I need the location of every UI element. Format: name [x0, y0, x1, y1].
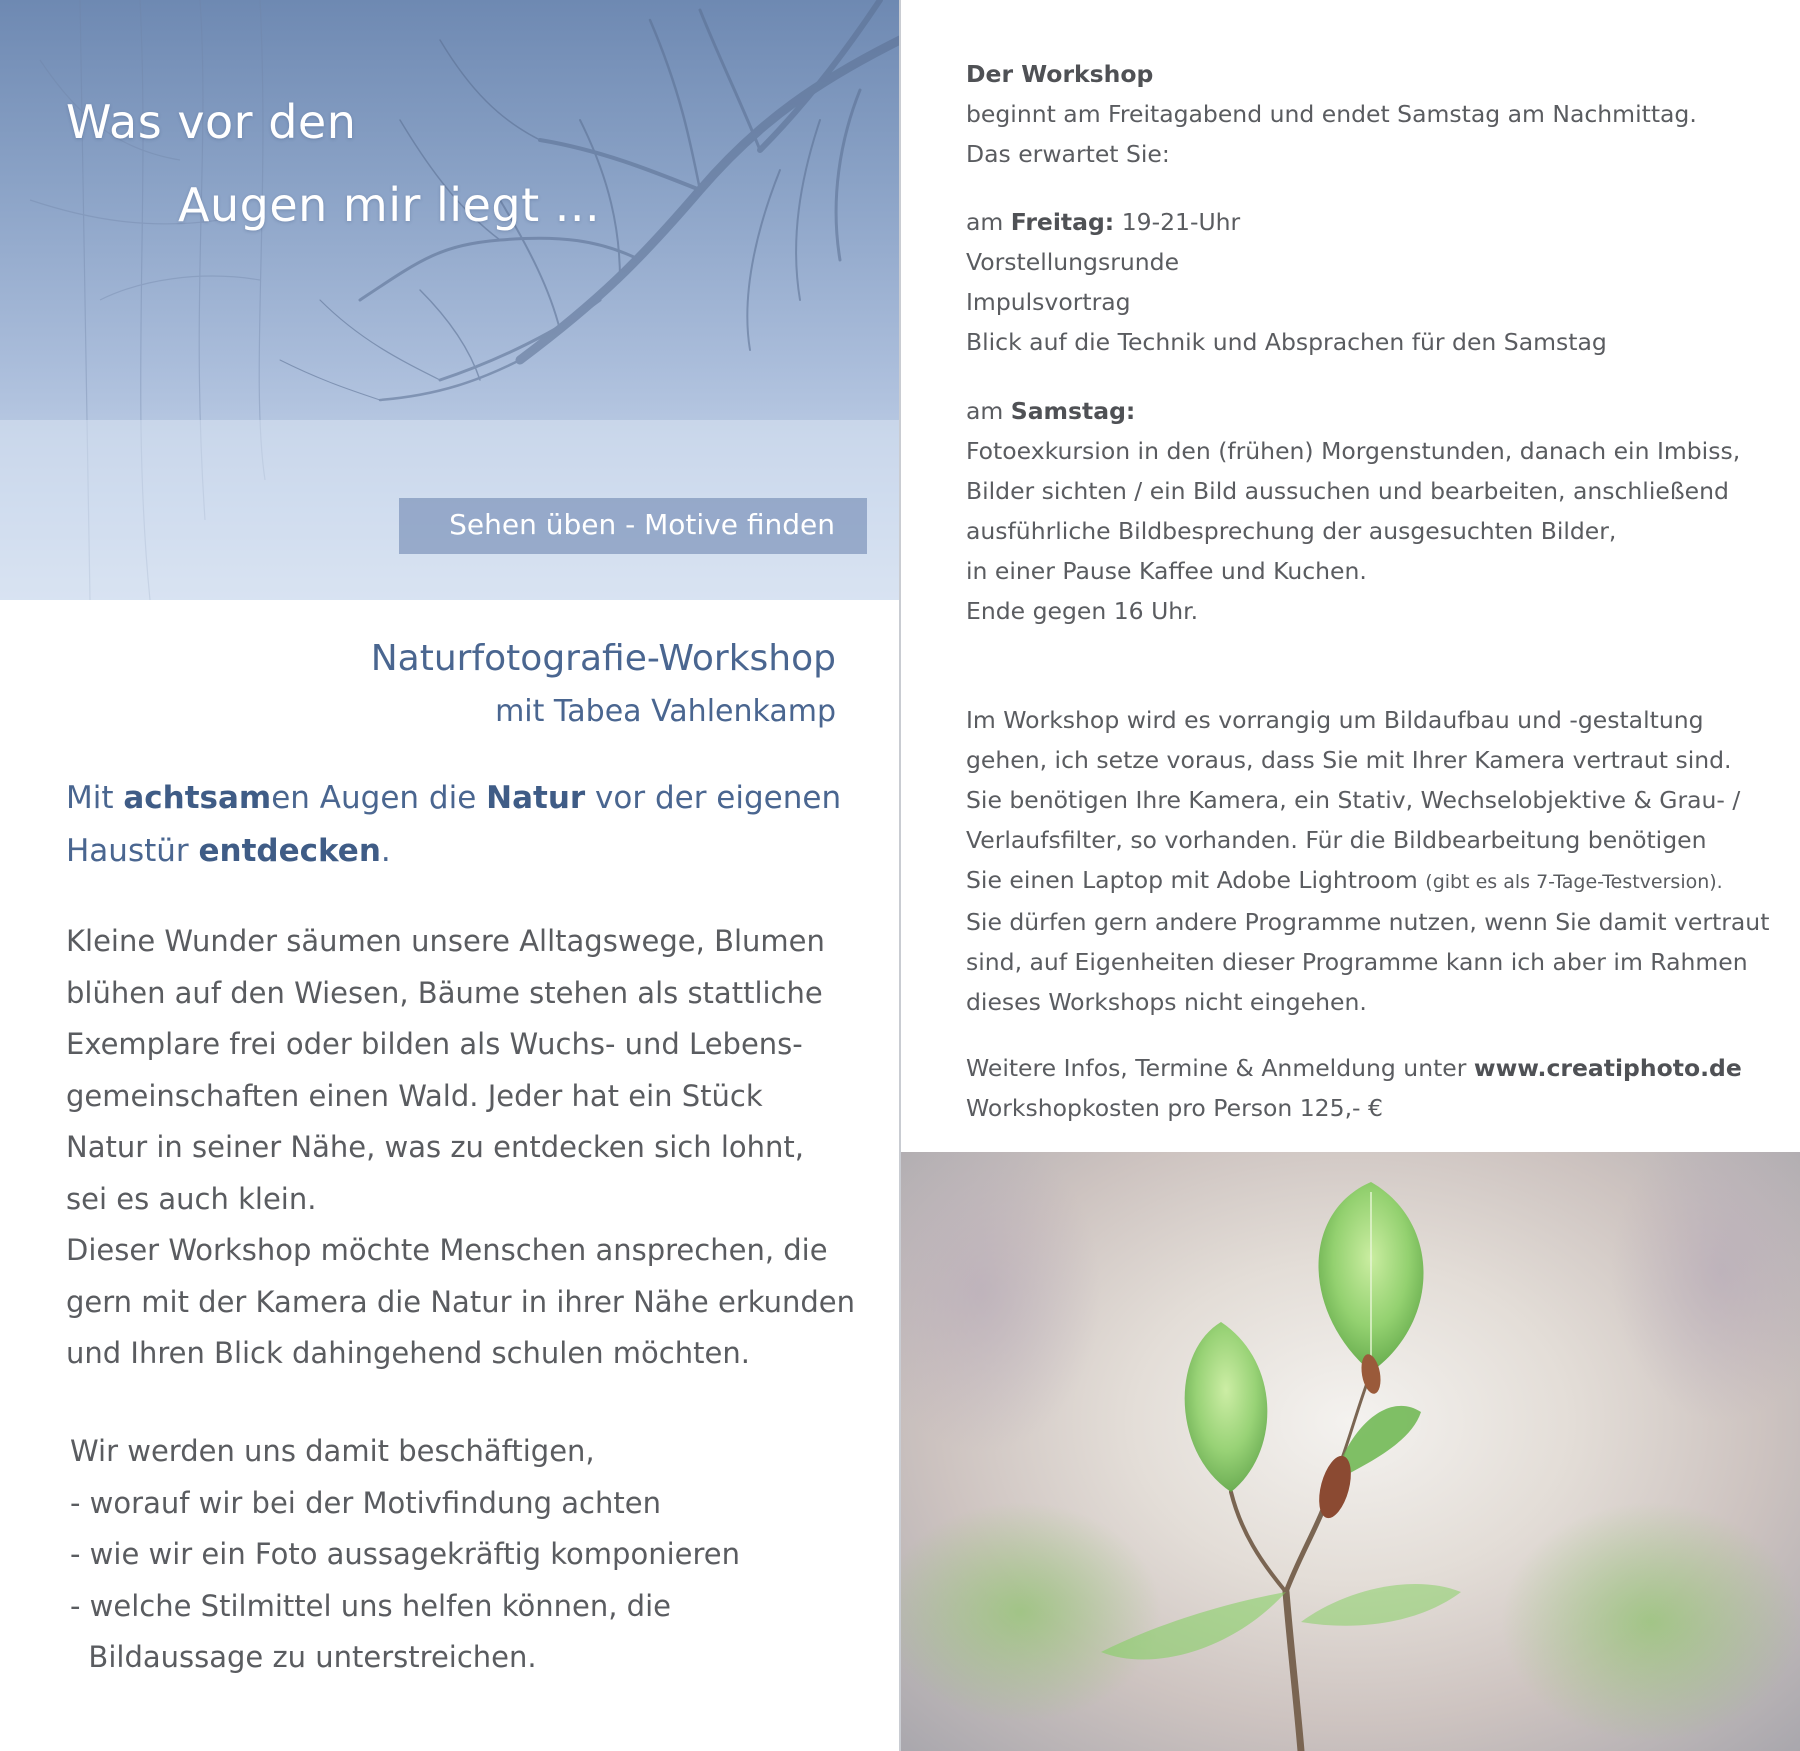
beech-leaf-photo	[901, 1152, 1800, 1751]
saturday-schedule	[966, 391, 1766, 631]
paragraph-line: Dieser Workshop möchte Menschen ansprechen, die	[66, 1233, 828, 1267]
friday-item: Vorstellungsrunde	[966, 248, 1180, 276]
website-link[interactable]: www.creatiphoto.de	[1473, 1054, 1742, 1082]
caption-box	[399, 498, 867, 554]
intro-paragraph	[66, 916, 866, 1380]
requirements-line: sind, auf Eigenheiten dieser Programme kann ich aber im Rahmen	[966, 948, 1748, 976]
list-item: Wir werden uns damit beschäftigen,	[70, 1434, 595, 1468]
hero-title-line-2: Augen mir liegt ...	[178, 178, 601, 232]
saturday-item: Bilder sichten / ein Bild aussuchen und bearbeiten, anschließend	[966, 477, 1729, 505]
paragraph-line: Kleine Wunder säumen unsere Alltagswege, Blumen	[66, 924, 825, 958]
saturday-item: ausführliche Bildbesprechung der ausgesuchten Bilder,	[966, 517, 1617, 545]
caption-text: Sehen üben - Motive finden	[449, 508, 835, 541]
tagline-text: Haustür	[66, 833, 199, 869]
paragraph-line: gern mit der Kamera die Natur in ihrer Nähe erkunden	[66, 1284, 856, 1319]
topics-list	[70, 1426, 870, 1684]
friday-prefix: am	[966, 208, 1011, 236]
list-item: Bildaussage zu unterstreichen.	[70, 1640, 537, 1674]
requirements-paragraph	[966, 700, 1770, 1022]
lightroom-note: (gibt es als 7-Tage-Testversion).	[1425, 871, 1723, 893]
requirements-line: Sie dürfen gern andere Programme nutzen, wenn Sie damit vertraut	[966, 908, 1770, 936]
tagline-text: .	[380, 833, 391, 869]
tagline-bold: entdecken	[198, 833, 381, 869]
requirements-line: Sie benötigen Ihre Kamera, ein Stativ, Wechselobjektive & Grau- /	[966, 786, 1741, 814]
right-column	[900, 0, 1800, 1751]
intro-line: beginnt am Freitagabend und endet Samstag am Nachmittag.	[966, 100, 1697, 128]
paragraph-line: sei es auch klein.	[66, 1181, 317, 1216]
cost-line: Workshopkosten pro Person 125,- €	[966, 1094, 1383, 1122]
saturday-item: Ende gegen 16 Uhr.	[966, 597, 1199, 625]
list-item: - wie wir ein Foto aussagekräftig komponieren	[70, 1537, 740, 1571]
tagline-bold: Natur	[486, 780, 586, 816]
paragraph-line: Exemplare frei oder bilden als Wuchs- und Lebens-	[66, 1027, 803, 1061]
saturday-item: Fotoexkursion in den (frühen) Morgenstunden, danach ein Imbiss,	[966, 437, 1741, 465]
saturday-prefix: am	[966, 397, 1011, 425]
list-item: - worauf wir bei der Motivfindung achten	[70, 1485, 661, 1520]
requirements-line: gehen, ich setze voraus, dass Sie mit Ihrer Kamera vertraut sind.	[966, 746, 1732, 774]
workshop-title: Der Workshop	[966, 60, 1154, 88]
friday-time: 19-21-Uhr	[1114, 208, 1241, 236]
tagline-text: Mit	[66, 780, 124, 816]
requirements-line: Im Workshop wird es vorrangig um Bildaufbau und -gestaltung	[966, 706, 1704, 734]
workshop-heading: Naturfotografie-Workshop	[370, 638, 836, 679]
requirements-line: dieses Workshops nicht eingehen.	[966, 988, 1367, 1016]
info-block	[966, 1048, 1766, 1128]
list-item: - welche Stilmittel uns helfen können, die	[70, 1588, 671, 1623]
intro-line: Das erwartet Sie:	[966, 140, 1170, 168]
workshop-subheading: mit Tabea Vahlenkamp	[495, 694, 836, 729]
hero-title-line-1: Was vor den	[66, 95, 357, 149]
saturday-item: in einer Pause Kaffee und Kuchen.	[966, 557, 1367, 585]
tagline-bold: achtsam	[123, 780, 272, 816]
friday-item: Blick auf die Technik und Absprachen für den Samstag	[966, 328, 1607, 356]
workshop-intro	[966, 54, 1766, 174]
tagline-text: en Augen die	[271, 780, 487, 816]
friday-label: Freitag:	[1010, 208, 1115, 236]
friday-item: Impulsvortrag	[966, 288, 1131, 316]
paragraph-line: blühen auf den Wiesen, Bäume stehen als stattliche	[66, 975, 823, 1010]
lightroom-line: Sie einen Laptop mit Adobe Lightroom	[966, 866, 1426, 894]
info-prefix: Weitere Infos, Termine & Anmeldung unter	[966, 1054, 1474, 1082]
fog-tree-photo	[0, 0, 900, 600]
tagline	[66, 772, 866, 878]
tagline-text: vor der eigenen	[585, 780, 842, 816]
paragraph-line: Natur in seiner Nähe, was zu entdecken sich lohnt,	[66, 1130, 804, 1164]
leaf-illustration	[901, 1152, 1800, 1751]
saturday-label: Samstag:	[1010, 397, 1136, 425]
paragraph-line: gemeinschaften einen Wald. Jeder hat ein Stück	[66, 1078, 763, 1113]
requirements-line: Verlaufsfilter, so vorhanden. Für die Bildbearbeitung benötigen	[966, 826, 1707, 854]
friday-schedule	[966, 202, 1766, 362]
paragraph-line: und Ihren Blick dahingehend schulen möchten.	[66, 1336, 750, 1370]
